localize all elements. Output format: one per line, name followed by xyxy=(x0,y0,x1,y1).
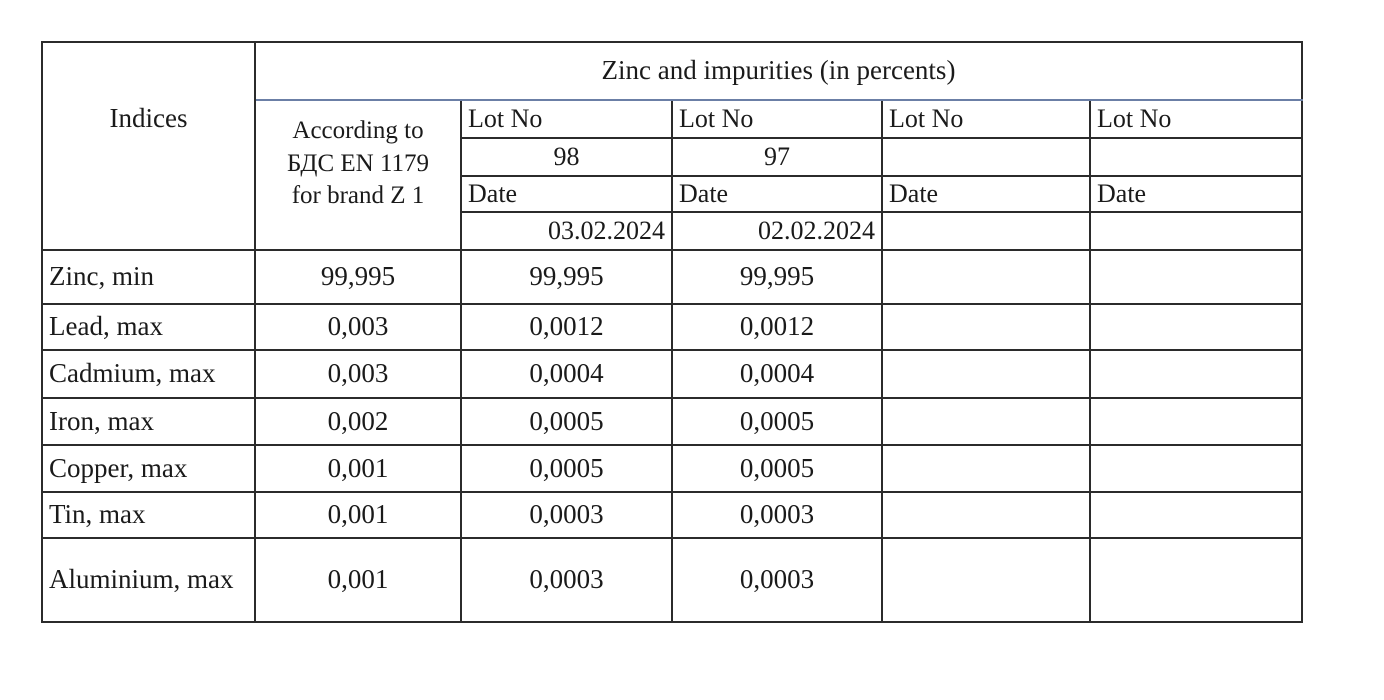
lot-value: 0,0004 xyxy=(672,350,882,398)
row-label: Aluminium, max xyxy=(42,538,255,622)
spec-value: 0,001 xyxy=(255,445,461,492)
lot-value xyxy=(882,350,1090,398)
lot-value: 0,0003 xyxy=(461,538,672,622)
lot-value: 0,0012 xyxy=(672,304,882,350)
row-label: Lead, max xyxy=(42,304,255,350)
group-header: Zinc and impurities (in percents) xyxy=(255,42,1302,100)
spec-header xyxy=(255,100,461,250)
lot-value xyxy=(882,492,1090,538)
lot-value xyxy=(1090,398,1302,445)
lot-value xyxy=(1090,250,1302,304)
lot-value xyxy=(1090,492,1302,538)
lot-2-label: Lot No xyxy=(672,100,882,138)
table-row xyxy=(42,538,1302,622)
lot-value xyxy=(1090,350,1302,398)
lot-2-number: 97 xyxy=(672,138,882,176)
spec-value: 0,002 xyxy=(255,398,461,445)
lot-value xyxy=(882,538,1090,622)
lot-value xyxy=(882,445,1090,492)
row-label: Copper, max xyxy=(42,445,255,492)
table-row xyxy=(42,304,1302,350)
lot-value: 0,0012 xyxy=(461,304,672,350)
spec-value: 0,003 xyxy=(255,304,461,350)
lot-3-date-value xyxy=(882,212,1090,250)
lot-value xyxy=(1090,304,1302,350)
spec-header-line-3: for brand Z 1 xyxy=(291,182,425,209)
lot-value xyxy=(882,304,1090,350)
table-row xyxy=(42,250,1302,304)
lot-2-date-value: 02.02.2024 xyxy=(672,212,882,250)
spec-value: 0,003 xyxy=(255,350,461,398)
row-label: Zinc, min xyxy=(42,250,255,304)
spec-value: 99,995 xyxy=(255,250,461,304)
lot-4-date-label: Date xyxy=(1090,176,1302,212)
lot-1-number: 98 xyxy=(461,138,672,176)
lot-value: 0,0004 xyxy=(461,350,672,398)
lot-value: 0,0005 xyxy=(672,398,882,445)
impurities-table xyxy=(41,41,1303,623)
table-row xyxy=(42,492,1302,538)
lot-1-label: Lot No xyxy=(461,100,672,138)
lot-value: 0,0005 xyxy=(461,445,672,492)
lot-value: 99,995 xyxy=(461,250,672,304)
lot-2-date-label: Date xyxy=(672,176,882,212)
table-row xyxy=(42,350,1302,398)
table-row xyxy=(42,445,1302,492)
lot-value: 0,0005 xyxy=(672,445,882,492)
indices-header: Indices xyxy=(42,42,255,250)
row-label: Iron, max xyxy=(42,398,255,445)
lot-value xyxy=(882,250,1090,304)
spec-header-line-2: БДС EN 1179 xyxy=(286,149,430,177)
lot-1-date-value: 03.02.2024 xyxy=(461,212,672,250)
spec-value: 0,001 xyxy=(255,492,461,538)
lot-value: 99,995 xyxy=(672,250,882,304)
lot-4-label: Lot No xyxy=(1090,100,1302,138)
lot-value xyxy=(882,398,1090,445)
row-label: Tin, max xyxy=(42,492,255,538)
lot-1-date-label: Date xyxy=(461,176,672,212)
lot-value: 0,0003 xyxy=(672,492,882,538)
lot-3-date-label: Date xyxy=(882,176,1090,212)
spec-header-line-1: According to xyxy=(292,117,424,144)
lot-4-date-value xyxy=(1090,212,1302,250)
lot-value: 0,0003 xyxy=(461,492,672,538)
row-label: Cadmium, max xyxy=(42,350,255,398)
lot-3-label: Lot No xyxy=(882,100,1090,138)
lot-3-number xyxy=(882,138,1090,176)
spec-value: 0,001 xyxy=(255,538,461,622)
lot-4-number xyxy=(1090,138,1302,176)
lot-value xyxy=(1090,445,1302,492)
lot-value xyxy=(1090,538,1302,622)
lot-value: 0,0003 xyxy=(672,538,882,622)
lot-value: 0,0005 xyxy=(461,398,672,445)
table-row xyxy=(42,398,1302,445)
